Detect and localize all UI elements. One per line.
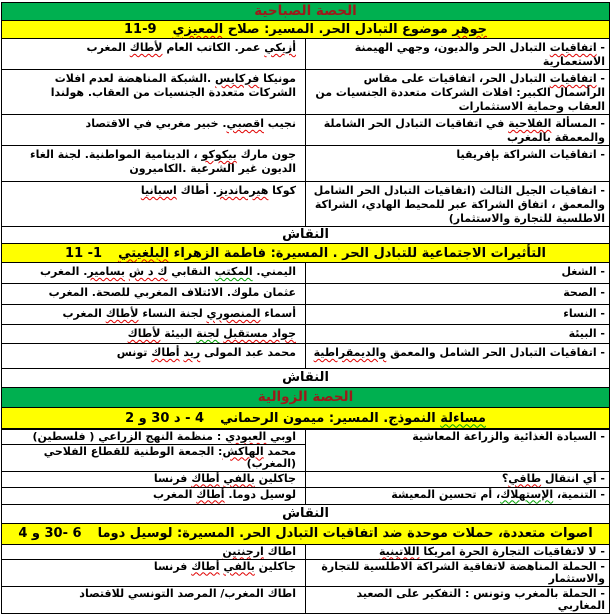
spellcheck-squiggle: لأطاك [129,41,163,54]
spellcheck-squiggle: العبودي [225,430,267,443]
program-table [1,2,610,429]
panel-header-4 [2,523,610,544]
panel-title: اصوات متعددة، حملات موحدة ضد اتفاقيات التبادل الحر. المسيرة: لوسيل دوما [97,526,593,541]
topic-cell: - اتفاقيات التبادل الحر الشامل والمعمق والديمقراطية [306,344,610,369]
spellcheck-squiggle: لأطاك [127,327,161,340]
spellcheck-squiggle: الهاكش [222,444,264,458]
panel-header-row-1 [2,21,610,39]
spellcheck-squiggle: اللاتينية [378,544,420,558]
speaker-cell: اطاك ارجنتين [2,544,306,559]
speaker-cell: اوبي العبودي : منظمة النهج الزراعي ( فلسطين) [2,430,306,445]
speaker-cell: محمد عبد المولى ريد أطاك تونس [2,344,306,369]
spellcheck-squiggle: بالفي [223,471,255,485]
panel-header-row-3 [2,408,610,429]
panel-title: مساءلة النموذج. المسير: ميمون الرحماني [220,410,486,426]
spellcheck-squiggle: فركايس [215,72,260,85]
topic-cell: - اتفاقيات التبادل الحر، اتفاقيات على مقاس الرأسمال الكبير: افلات الشركات متعددة الجنسيات من العقاب وحماية الاستثمارات [306,70,610,115]
discussion-row [2,369,610,388]
speaker-cell: مونيكا فركايس .الشبكة المناهضة لعدم افلات الشركات متعددة الجنسيات من العقاب. هولندا [2,70,306,115]
spellcheck-squiggle: أزيكي [264,41,296,54]
spellcheck-squiggle: ريد [183,346,201,359]
spellcheck-squiggle: اتفاقيات [549,41,597,54]
table-row [2,325,610,344]
topic-cell: - أي انتقال طاقي؟ [306,471,610,487]
panel-time: 11 -1 [65,245,103,261]
speaker-cell: أزيكي عمر. الكاتب العام لأطاك المغرب [2,39,306,70]
speaker-cell: محمد الهاكش: الجمعة الوطنية للقطاع الفلاحي (المغرب) [2,444,306,471]
table-row [2,305,610,325]
session-row-morning [2,3,610,21]
discussion-label: النقاش [2,369,610,388]
panel-header [2,525,609,542]
topic-cell: - اتفاقيات الجيل الثالث (اتفاقيات التبادل الحر الشامل والمعمق ، اتفاق الشراكة عبر للمحيط الهادي، الشراكة الاطلسية للتجارة والاستثمار) [306,182,610,227]
topic-cell: - لا لاتفاقيات التجارة الحرة امريكا اللاتينية [306,544,610,559]
panel-title: جوهر موضوع التبادل الحر. المسير: صلاح المعيزي [172,22,487,37]
discussion-label: النقاش [2,227,610,244]
spellcheck-squiggle: ك د ش [128,265,168,278]
table-row [2,70,610,115]
table-row [2,284,610,305]
table-row [2,471,610,487]
table-row [2,182,610,227]
panel-header-3 [2,408,610,429]
speaker-cell: جواد مستقبل لجنة البيئة لأطاك [2,325,306,344]
speaker-cell: اطاك المغرب/ المرصد التونسي للاقتصاد [2,586,306,613]
topic-cell: - اتفاقيات التبادل الحر والديون، وجهي الهيمنة الاستعمارية [306,39,610,70]
topic-cell: - التنمية، الإستهلاك، أم تحسين المعيشة [306,487,610,504]
program-table-lower [1,429,610,614]
spellcheck-squiggle: البلغيتي [118,245,170,261]
topic-cell: - البيئة [306,325,610,344]
panel-time: 11-9 [123,22,157,37]
spellcheck-squiggle: بسامير [87,265,125,278]
topic-cell: - الشغل [306,263,610,284]
topic-cell: - الحملة بالمغرب وتونس : التفكير على الصعيد المغاربي [306,586,610,613]
spellcheck-squiggle: والديمقراطية [313,346,387,359]
table-row [2,430,610,445]
table-row [2,586,610,613]
spellcheck-squiggle: طاقي [508,471,542,485]
topic-cell: - الحملة المناهضة لاتفاقية الشراكة الاطلسية للتجارة والاستثمار [306,559,610,586]
speaker-cell: نجيب اقصبي. خبير مغربي في الاقتصاد [2,115,306,146]
speaker-cell: عثمان ملوك. الائتلاف المغربي للصحة. المغرب [2,284,306,305]
table-row [2,146,610,182]
speaker-cell: اليمني. المكتب النقابي ك د ش بسامير. المغرب [2,263,306,284]
spellcheck-squiggle: المكتب [214,265,253,278]
spellcheck-squiggle: الإستهلاك [500,487,554,501]
speaker-cell: جاكلين بالفي أطاك فرنسا [2,559,306,586]
spellcheck-squiggle: أطاك [191,559,220,573]
speaker-cell: أسماء المنصوري لجنة النساء لأطاك المغرب [2,305,306,325]
spellcheck-squiggle: أطاك [151,346,180,359]
discussion-row [2,227,610,244]
spellcheck-squiggle: مساءلة [440,410,486,426]
spellcheck-squiggle: لجنة [196,327,220,340]
panel-header-1 [2,21,610,39]
spellcheck-squiggle: المنصوري [206,307,261,320]
panel-time: 2 و 30 د - 4 [125,410,205,426]
table-row [2,39,610,70]
session-header-afternoon: الحصة الزوالية [2,388,610,408]
panel-header [2,21,609,38]
topic-cell: - المسألة الفلاحية في اتفاقيات التبادل الحر الشاملة والمعمقة بالمغرب [306,115,610,146]
session-header-morning: الحصة الصباحية [2,3,610,21]
spellcheck-squiggle: لأطاك [105,307,139,320]
program-document [1,2,610,614]
session-row-afternoon [2,388,610,408]
spellcheck-squiggle: جواد مستقبل [223,327,296,340]
spellcheck-squiggle: بيكوكو [201,148,237,161]
panel-header [2,245,609,262]
discussion-label: النقاش [2,504,610,523]
panel-header [2,410,609,427]
spellcheck-squiggle: المعيزي [172,22,224,37]
spellcheck-squiggle: اقصبي [226,117,264,130]
table-row [2,263,610,284]
speaker-cell: جاكلين بالفي أطاك فرنسا [2,471,306,487]
panel-header-row-2 [2,244,610,263]
topic-cell: - الصحة [306,284,610,305]
table-row [2,487,610,504]
panel-header-2 [2,244,610,263]
topic-cell: - النساء [306,305,610,325]
panel-time: 4 و 30- 6 [18,526,82,541]
table-row [2,344,610,369]
spellcheck-squiggle: اسبانيا [140,184,177,197]
spellcheck-squiggle: بالفي [223,559,255,573]
spellcheck-squiggle: أطاك [191,471,220,485]
speaker-cell: كوكا هيرمانديز. أطاك اسبانيا [2,182,306,227]
spellcheck-squiggle: الفلاحية [508,117,552,130]
spellcheck-squiggle: هيرمانديز [216,184,269,197]
speaker-cell: جون مارك بيكوكو ، الدينامية المواطنية. لجنة الغاء الديون غير الشرعية .الكاميرون [2,146,306,182]
table-row [2,544,610,559]
panel-title: التأثيرات الاجتماعية للتبادل الحر . المسيرة: فاطمة الزهراء البلغيتي [118,245,546,261]
topic-cell: - السيادة الغذائية والزراعة المعاشية [306,430,610,472]
table-row [2,115,610,146]
spellcheck-squiggle: اتفاقيات [549,72,597,85]
spellcheck-squiggle: أطاك [196,487,225,501]
table-row [2,559,610,586]
spellcheck-squiggle: ارجنتين [222,544,264,558]
discussion-row [2,504,610,523]
speaker-cell: لوسيل دوما. أطاك المغرب [2,487,306,504]
panel-header-row-4 [2,523,610,544]
spellcheck-squiggle: جوهر [452,22,487,37]
topic-cell: - اتفاقيات الشراكة بإفريقيا [306,146,610,182]
